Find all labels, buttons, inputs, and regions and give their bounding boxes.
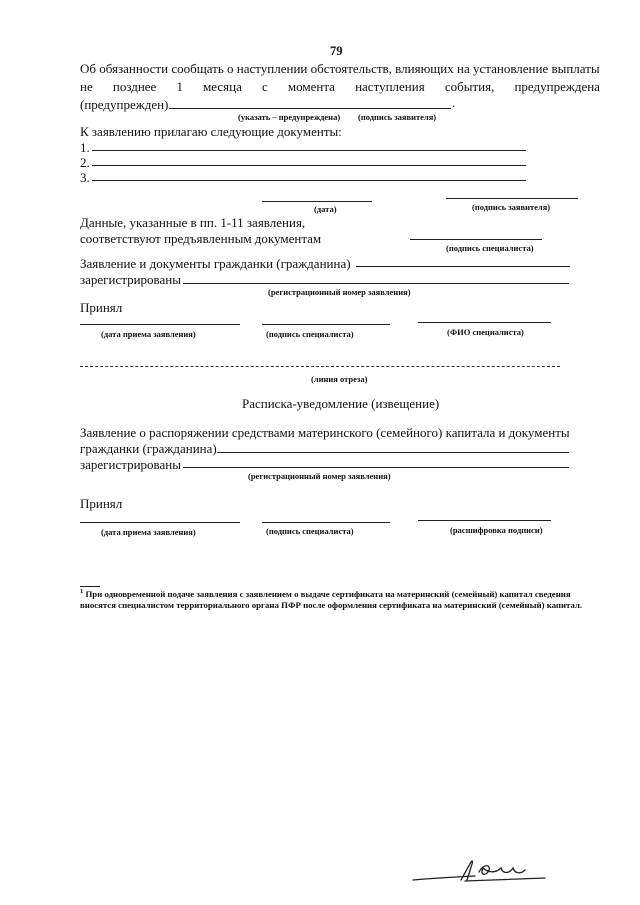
obligation-line-2 [80, 79, 600, 94]
obligation-word: месяца [203, 79, 242, 94]
footnote-marker: 1 [80, 588, 84, 595]
cut-line-caption: (линия отреза) [311, 374, 368, 384]
receipt-line-1: Заявление о распоряжении средствами материнского (семейного) капитала и документы [80, 425, 570, 440]
obligation-word: с [262, 79, 268, 94]
applicant-signature-caption: (подпись заявителя) [472, 202, 551, 212]
receipt-signature-line[interactable] [262, 522, 390, 523]
obligation-word: не [80, 79, 93, 94]
receipt-citizen-line[interactable] [217, 452, 569, 453]
attachment-label-1: 1. [80, 140, 90, 155]
citizen-name-line[interactable] [356, 266, 570, 267]
receipt-date-caption: (дата приема заявления) [101, 527, 196, 537]
attachment-line-2[interactable] [92, 165, 526, 166]
attachments-heading: К заявлению прилагаю следующие документы: [80, 124, 342, 139]
receipt-date-line[interactable] [80, 522, 240, 523]
receipt-decode-line[interactable] [418, 520, 551, 521]
accepted-signature-line[interactable] [262, 324, 390, 325]
specialist-signature-caption: (подпись специалиста) [446, 243, 534, 253]
accepted-date-caption: (дата приема заявления) [101, 329, 196, 339]
data-check-line-2: соответствуют предъявленным документам [80, 231, 322, 246]
attachment-line-1[interactable] [92, 150, 526, 151]
receipt-accepted-label: Принял [80, 496, 123, 511]
receipt-line-2: гражданки (гражданина) [80, 441, 217, 456]
data-check-line-1: Данные, указанные в пп. 1-11 заявления, [80, 215, 306, 230]
obligation-word: предупреждена [514, 79, 600, 94]
caption-indicate: (указать – предупреждена) [238, 112, 341, 122]
attachment-line-3[interactable] [92, 180, 526, 181]
receipt-line-3: зарегистрированы [80, 457, 181, 472]
page-number: 79 [330, 44, 343, 58]
accepted-fio-caption: (ФИО специалиста) [447, 327, 524, 337]
accepted-signature-caption: (подпись специалиста) [266, 329, 354, 339]
obligation-underline[interactable] [169, 108, 451, 109]
cut-line [80, 366, 560, 367]
obligation-word: позднее [112, 79, 157, 94]
receipt-reg-number-caption: (регистрационный номер заявления) [248, 471, 391, 481]
obligation-word: 1 [176, 79, 183, 94]
date-line[interactable] [262, 201, 372, 202]
receipt-title: Расписка-уведомление (извещение) [242, 396, 440, 411]
obligation-word: события, [444, 79, 495, 94]
reg-number-caption: (регистрационный номер заявления) [268, 287, 411, 297]
obligation-word: момента [287, 79, 335, 94]
obligation-line-3-prefix: (предупрежден) [80, 97, 169, 112]
receipt-signature-caption: (подпись специалиста) [266, 526, 354, 536]
receipt-registration-line[interactable] [183, 467, 569, 468]
applicant-signature-line[interactable] [446, 198, 578, 199]
specialist-signature-line[interactable] [410, 239, 542, 240]
registration-number-line[interactable] [183, 283, 569, 284]
attachment-label-2: 2. [80, 155, 90, 170]
handwritten-signature [405, 850, 555, 890]
footnote-text: При одновременной подаче заявления с заявлением о выдаче сертификата на материнский (семейный) капитал сведения вносятся специалистом территориального органа ПФР после оформления сертификата на материнский (семейный) капитал. [80, 588, 583, 610]
accepted-label: Принял [80, 300, 123, 315]
date-caption: (дата) [314, 204, 337, 214]
registration-line-2: зарегистрированы [80, 272, 181, 287]
obligation-period: . [452, 95, 456, 110]
footnote [80, 586, 604, 611]
caption-applicant-signature: (подпись заявителя) [358, 112, 437, 122]
obligation-line-1: Об обязанности сообщать о наступлении обстоятельств, влияющих на установление выплаты [80, 61, 600, 76]
attachment-label-3: 3. [80, 170, 90, 185]
receipt-decode-caption: (расшифровка подписи) [450, 525, 543, 535]
accepted-date-line[interactable] [80, 324, 240, 325]
obligation-word: наступления [355, 79, 425, 94]
accepted-fio-line[interactable] [418, 322, 551, 323]
registration-line-1: Заявление и документы гражданки (гражданина) [80, 256, 351, 271]
